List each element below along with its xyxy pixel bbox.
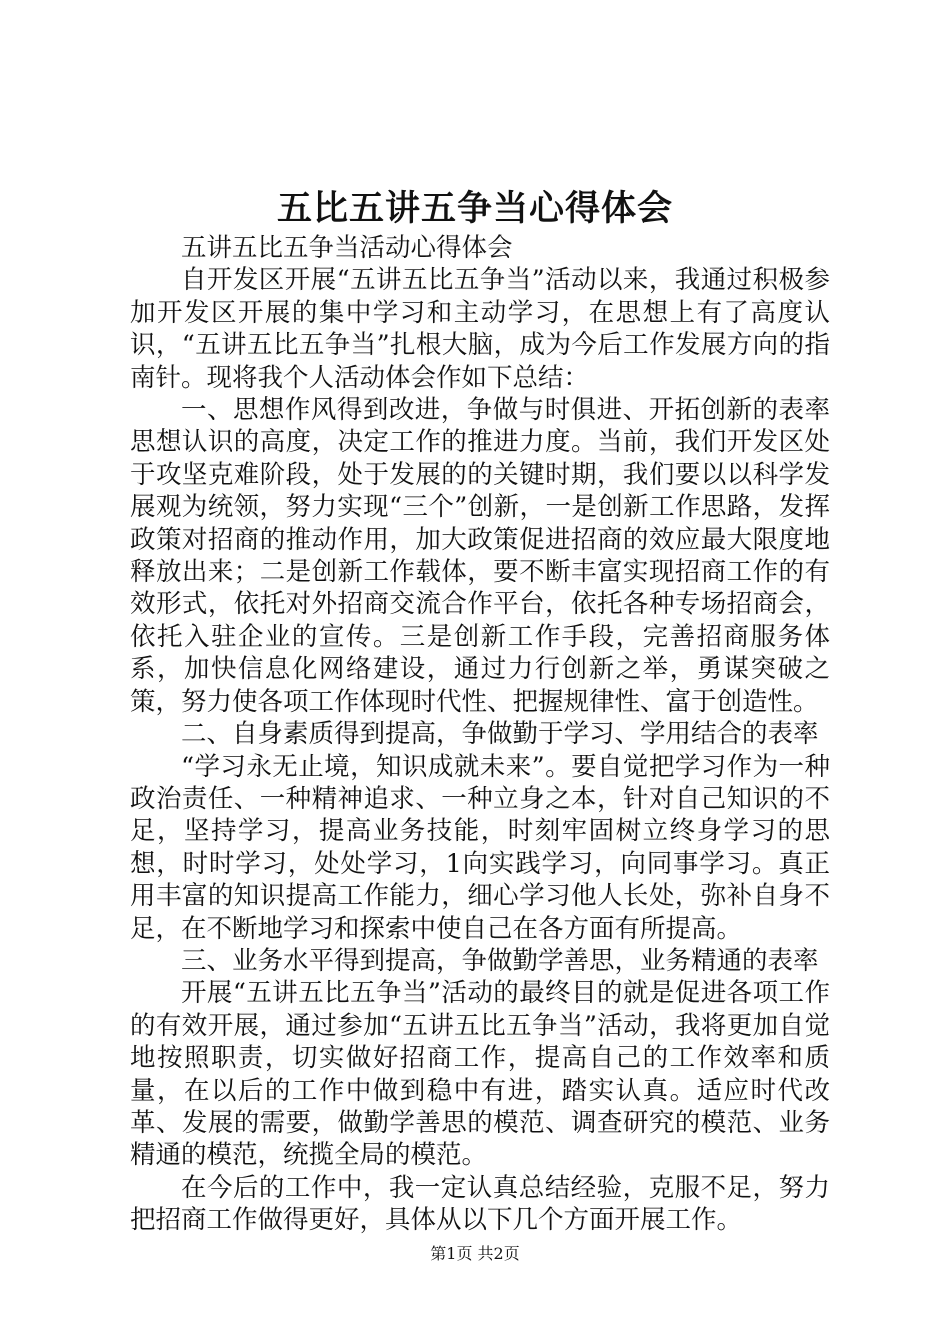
paragraph-section-two: “学习永无止境，知识成就未来”。要自觉把学习作为一种政治责任、一种精神追求、一种立身之本，针对自己知识的不足，坚持学习，提高业务技能，时刻牢固树立终身学习的思想，时时学习，处处学习，1向实践学习，向同事学习。真正用丰富的知识提高工作能力，细心学习他人长处，弥补自身不足，在不断地学习和探索中使自己在各方面有所提高。 xyxy=(130,751,830,944)
heading-section-two: 二、自身素质得到提高，争做勤于学习、学用结合的表率 xyxy=(181,719,819,750)
paragraph-closing: 在今后的工作中，我一定认真总结经验，克服不足，努力把招商工作做得更好，具体从以下几个方面开展工作。 xyxy=(130,1172,830,1236)
paragraph-intro: 自开发区开展“五讲五比五争当”活动以来，我通过积极参加开发区开展的集中学习和主动学习，在思想上有了高度认识，“五讲五比五争当”扎根大脑，成为今后工作发展方向的指南针。现将我个人活动体会作如下总结： xyxy=(130,265,830,393)
document-body xyxy=(130,232,830,1237)
heading-section-three: 三、业务水平得到提高，争做勤学善思，业务精通的表率 xyxy=(181,945,819,976)
page-number-footer: 第1页 共2页 xyxy=(430,1244,520,1263)
paragraph-section-three: 开展“五讲五比五争当”活动的最终目的就是促进各项工作的有效开展，通过参加“五讲五比五争当”活动，我将更加自觉地按照职责，切实做好招商工作，提高自己的工作效率和质量，在以后的工作中做到稳中有进，踏实认真。适应时代改革、发展的需要，做勤学善思的模范、调查研究的模范、业务精通的模范，统揽全局的模范。 xyxy=(130,978,830,1171)
document-title: 五比五讲五争当心得体会 xyxy=(276,188,673,229)
document-subtitle: 五讲五比五争当活动心得体会 xyxy=(181,233,513,263)
paragraph-section-one: 一、思想作风得到改进，争做与时俱进、开拓创新的表率思想认识的高度，决定工作的推进力度。当前，我们开发区处于攻坚克难阶段，处于发展的的关键时期，我们要以以科学发展观为统领，努力实现“三个”创新，一是创新工作思路，发挥政策对招商的推动作用，加大政策促进招商的效应最大限度地释放出来；二是创新工作载体，要不断丰富实现招商工作的有效形式，依托对外招商交流合作平台，依托各种专场招商会，依托入驻企业的宣传。三是创新工作手段，完善招商服务体系，加快信息化网络建设，通过力行创新之举，勇谋突破之策，努力使各项工作体现时代性、把握规律性、富于创造性。 xyxy=(130,395,830,717)
